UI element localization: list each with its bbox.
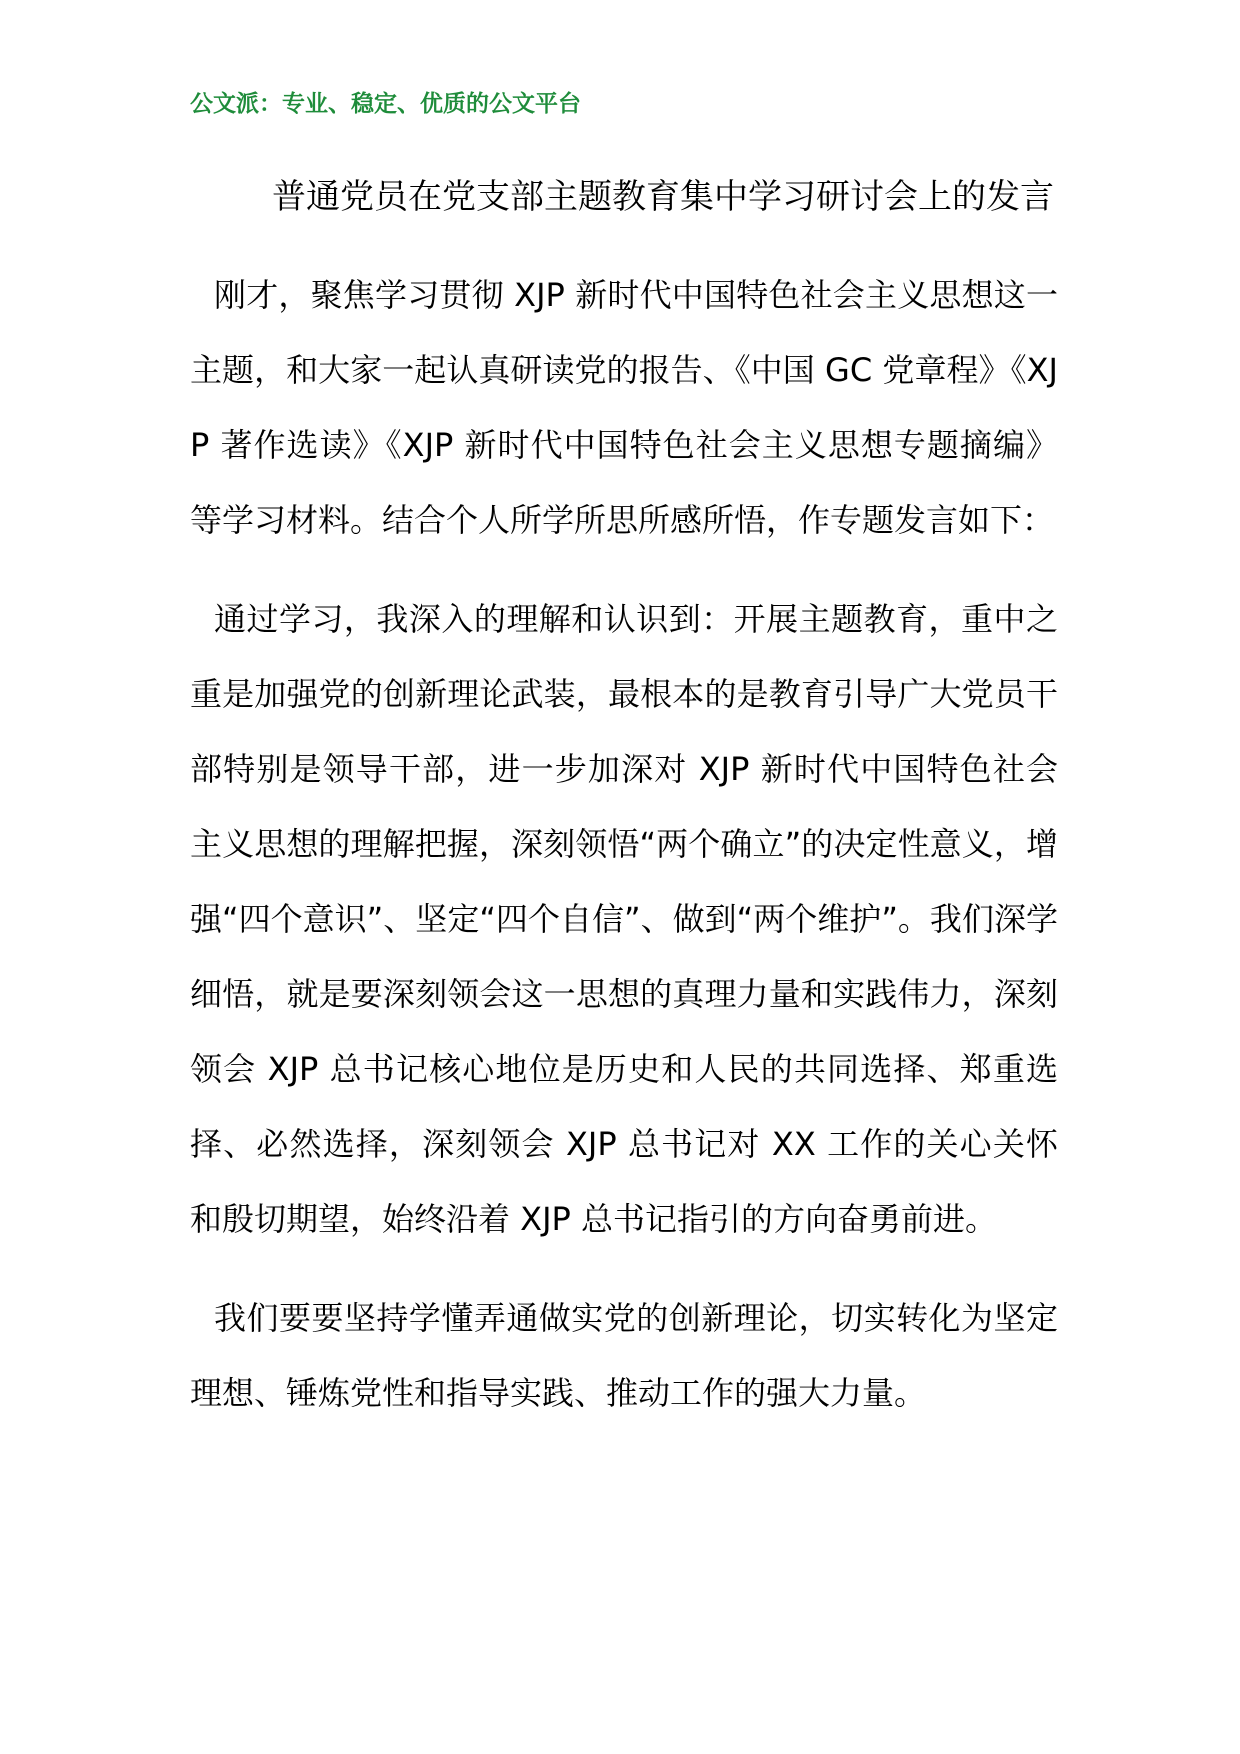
document-title: 普通党员在党支部主题教育集中学习研讨会上的发言 <box>272 177 1054 217</box>
paragraph-3: 我们要要坚持学懂弄通做实党的创新理论，切实转化为坚定理想、锤炼党性和指导实践、推动工作的强大力量。 <box>190 1299 1058 1412</box>
document-body <box>190 258 1058 1455</box>
header-brand-text: 公文派：专业、稳定、优质的公文平台 <box>190 90 581 117</box>
paragraph-2: 通过学习，我深入的理解和认识到：开展主题教育，重中之重是加强党的创新理论武装，最根本的是教育引导广大党员干部特别是领导干部，进一步加深对 XJP 新时代中国特色社会主义思想的理解把握，深刻领悟“两个确立”的决定性意义，增强“四个意识”、坚定“四个自信”、做到“两个维护”。我们深学细悟，就是要深刻领会这一思想的真理力量和实践伟力，深刻领会 XJP 总书记核心地位是历史和人民的共同选择、郑重选择、必然选择，深刻领会 XJP 总书记对 XX 工作的关心关怀和殷切期望，始终沿着 XJP 总书记指引的方向奋勇前进。 <box>190 600 1058 1238</box>
paragraph-1: 刚才，聚焦学习贯彻 XJP 新时代中国特色社会主义思想这一主题，和大家一起认真研读党的报告、《中国 GC 党章程》《XJP 著作选读》《XJP 新时代中国特色社会主义思想专题摘编》等学习材料。结合个人所学所思所感所悟，作专题发言如下： <box>190 276 1058 539</box>
